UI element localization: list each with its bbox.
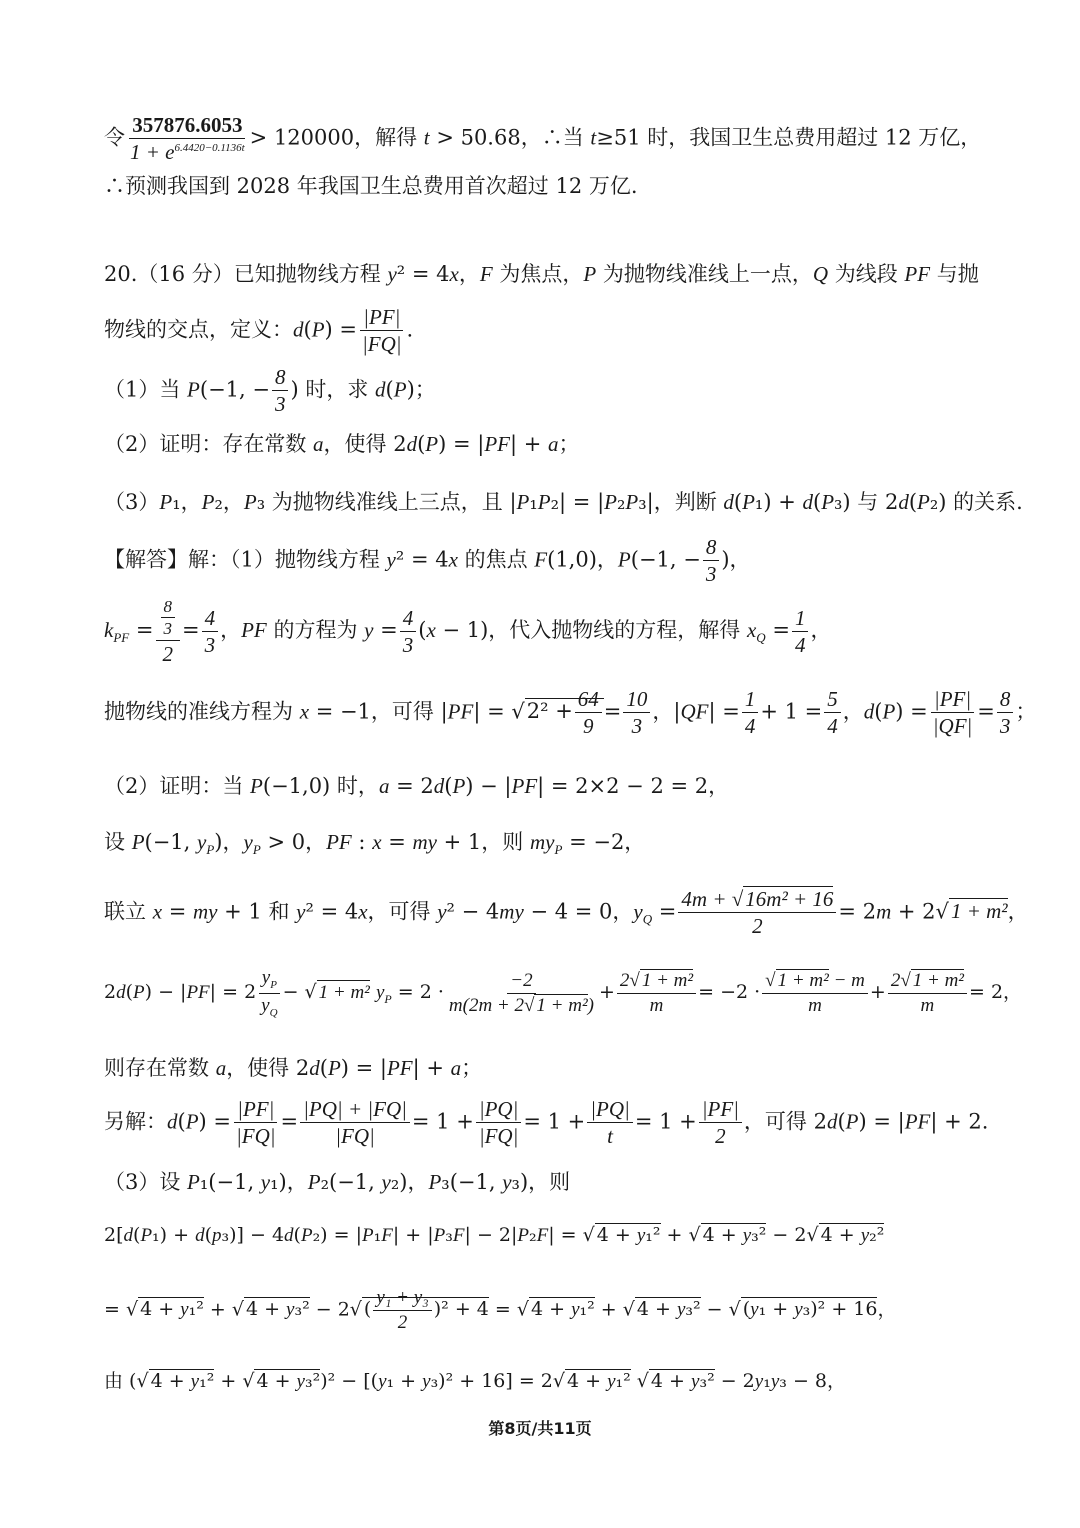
- text-line: 联立 x = my + 1 和 y² = 4x，可得 y² − 4my − 4 = 0，$y_Q$ = $\frac{\text{4m + √16m² + 16}}{2}$ = 2m + 2√1 + m²，: [104, 887, 1029, 939]
- page-footer: 第8页/共11页: [488, 1419, 592, 1438]
- text-line: ∴预测我国到 2028 年我国卫生总费用首次超过 12 万亿.: [104, 174, 638, 198]
- text-line: = √ 4 + y₁² + √ 4 + y₃² − 2√ ( $\frac{\text{y₁ + y₃}}{2}$ )² + 4 = √ 4 + y₁² + √ 4 + y₃² − √ (y₁ + y₃)² + 16，: [104, 1287, 897, 1333]
- text-line: 令 $\frac{357876.6053}{1 + e^{6.4420-0.1136t}}$ > 120000，解得 t > 50.68，∴当 t≥51 时，我国卫生总费用超过 12 万亿，: [104, 113, 982, 165]
- text-line: （2）证明：存在常数 a，使得 2d(P) = |PF| + a；: [104, 432, 580, 456]
- text-line: 20.（16 分）已知抛物线方程 y² = 4x，F 为焦点，P 为抛物线准线上一点，Q 为线段 PF 与抛: [104, 262, 979, 286]
- text-line: （2）证明：当 P(−1,0) 时，a = 2d(P) − |PF| = 2×2 − 2 = 2，: [104, 774, 730, 798]
- text-line: 【解答】解：（1）抛物线方程 y² = 4x 的焦点 F(1,0)，P(−1, − $\frac{8}{3}$ )，: [104, 535, 751, 587]
- text-line: $k_{PF}$ = $\frac{\frac{8}{3}}{2}$ = $\frac{4}{3}$ ，PF 的方程为 y = $\frac{4}{3}$ (x − 1)，代入抛物线的方程，解得 $x_Q$ = $\frac{1}{4}$ ，: [104, 597, 832, 666]
- text-line: 由 (√ 4 + y₁² + √ 4 + y₃²)² − [(y₁ + y₃)² + 16] = 2√ 4 + y₁² √ 4 + y₃² − 2y₁y₃ − 8，: [104, 1370, 846, 1392]
- text-line: （3）设 P₁(−1, y₁)，P₂(−1, y₂)，P₃(−1, y₃)，则: [104, 1170, 571, 1194]
- text-line: 则存在常数 a，使得 2d(P) = |PF| + a；: [104, 1056, 483, 1080]
- text-line: 2[d(P₁) + d(p₃)] − 4d(P₂) = |P₁F| + |P₃F| − 2|P₂F| = √ 4 + y₁² + √ 4 + y₃² − 2√ 4 + y₂²: [104, 1224, 885, 1246]
- text-line: （3）P₁，P₂，P₃ 为抛物线准线上三点，且 |P₁P₂| = |P₂P₃|，判断 d(P₁) + d(P₃) 与 2d(P₂) 的关系.: [104, 490, 1023, 514]
- text-line: 物线的交点，定义：d(P) = $\frac{|PF|}{|FQ|}$ .: [104, 305, 414, 357]
- text-line: 2d(P) − |PF| = 2 $\frac{y_P}{y_Q}$ − √ 1 + m² $y_P = 2$ · $\frac{-2}{\text{m(2m + 2√ 1 + m²)}}$ + $\frac{\text{2√ 1 + m²}}{m}$ = −2 · $\frac{\text{√ 1 + m² − m}}{m}$ + $\frac{\text{2√ 1 + m²}}{m}$ = 2，: [104, 967, 1023, 1019]
- text-line: 另解：d(P) = $\frac{|PF|}{|FQ|}$ = $\frac{|PQ| + |FQ|}{|FQ|}$ = 1 + $\frac{|PQ|}{|FQ|}$ = 1 + $\frac{|PQ|}{t}$ = 1 + $\frac{|PF|}{2}$ ，可得 2d(P) = |PF| + 2.: [104, 1097, 989, 1149]
- text-line: 设 P(−1, $y_P$)，$y_P > 0$，PF : x = my + 1，则 $my_P = -2$，: [104, 830, 646, 858]
- text-line: 抛物线的准线方程为 x = −1，可得 |PF| = √2² + $\frac{64}{9}$ = $\frac{10}{3}$ ，|QF| = $\frac{1}{4}$ + 1 = $\frac{5}{4}$ ，d(P) = $\frac{|PF|}{|QF|}$ = $\frac{8}{3}$ ；: [104, 687, 1037, 739]
- text-line: （1）当 P(−1, − $\frac{8}{3}$ ) 时，求 d(P)；: [104, 365, 436, 417]
